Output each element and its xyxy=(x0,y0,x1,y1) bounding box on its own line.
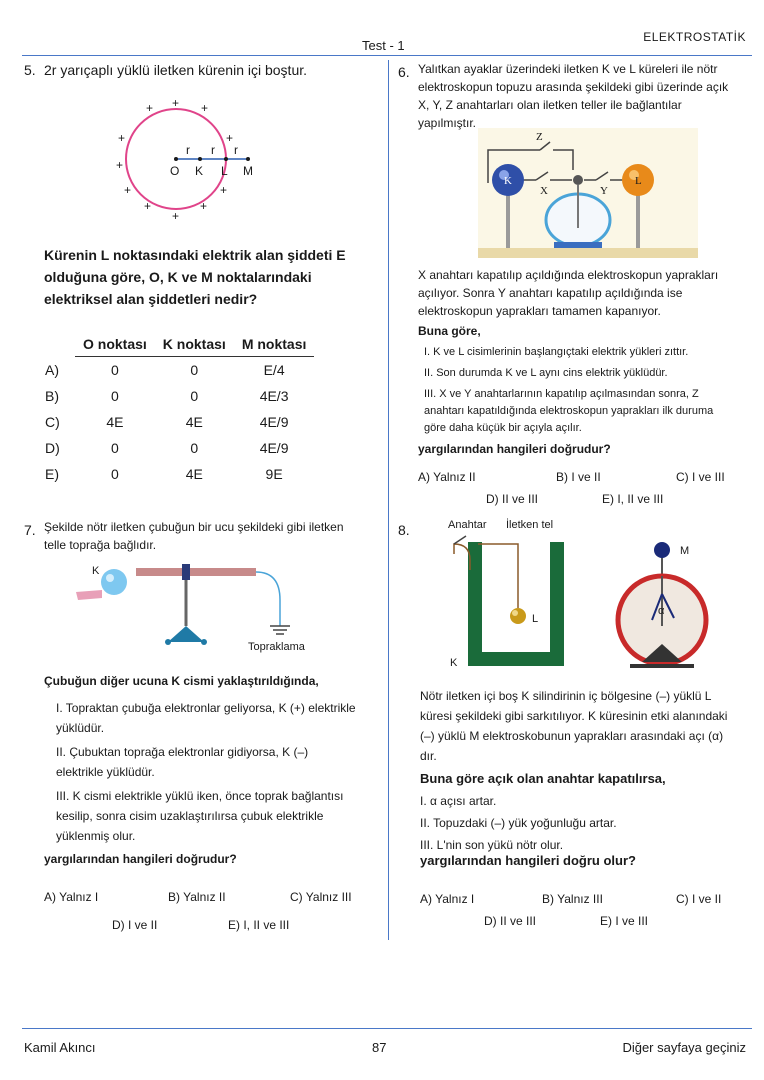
q8-option-c[interactable]: C) I ve II xyxy=(676,892,722,906)
q5-option-a[interactable]: A) 0 0 E/4 xyxy=(45,361,285,378)
q6-ask: yargılarından hangileri doğrudur? xyxy=(418,442,611,456)
point-O: O xyxy=(170,164,180,178)
q8-option-e[interactable]: E) I ve III xyxy=(600,914,649,928)
top-rule xyxy=(22,55,752,56)
point-M: M xyxy=(243,164,253,178)
column-divider xyxy=(388,60,389,940)
q8-item-1: I. α açısı artar. xyxy=(420,794,497,808)
sphere-L-label: L xyxy=(532,613,539,625)
q8-option-a[interactable]: A) Yalnız I xyxy=(420,892,475,906)
q7-number: 7. xyxy=(24,522,36,538)
r-label-2: r xyxy=(211,143,215,157)
wire-label: İletken tel xyxy=(506,519,554,531)
q6-number: 6. xyxy=(398,64,410,80)
q5-answer-table xyxy=(45,332,314,487)
svg-text:+: + xyxy=(226,131,234,145)
q7-option-e[interactable]: E) I, II ve III xyxy=(228,918,290,932)
q7-item-2: II. Çubuktan toprağa elektronlar gidiyorsa, K (–) elektrikle yüklüdür. xyxy=(56,745,309,779)
q8-lead: Buna göre açık olan anahtar kapatılırsa, xyxy=(420,771,666,786)
q5-option-c[interactable]: C) 4E 4E 4E/9 xyxy=(45,413,289,430)
col-m: M noktası xyxy=(234,332,315,357)
q8-ask: yargılarından hangileri doğru olur? xyxy=(420,853,636,868)
col-o: O noktası xyxy=(75,332,155,357)
svg-text:+: + xyxy=(220,183,228,197)
q6-stem: Yalıtkan ayaklar üzerindeki iletken K ve L küreleri ile nötr elektroskopun topuzu arasında şekildeki gibi üzerinde açık X, Y, Z anahtarları olan iletken teller ile bağlantılar yapılmıştır. xyxy=(418,62,729,130)
q6-body: X anahtarı kapatılıp açıldığında elektroskopun yaprakları açılıyor. Sonra Y anahtarı kapatılıp açıldığında ise elektroskopun yaprakları tamamen kapanıyor. xyxy=(418,268,719,318)
q5-option-d[interactable]: D) 0 0 4E/9 xyxy=(45,439,289,456)
svg-text:+: + xyxy=(200,199,208,213)
r-label-1: r xyxy=(186,143,190,157)
point-K: K xyxy=(195,164,204,178)
ground-label: Topraklama xyxy=(248,641,305,653)
q7-stem: Şekilde nötr iletken çubuğun bir ucu şekildeki gibi iletken telle toprağa bağlıdır. xyxy=(44,520,344,552)
next-page-note: Diğer sayfaya geçiniz xyxy=(622,1040,746,1055)
q7-item-1: I. Topraktan çubuğa elektronlar geliyorsa, K (+) elektrikle yüklüdür. xyxy=(56,701,356,735)
q7-lead: Çubuğun diğer ucuna K cismi yaklaştırıldığında, xyxy=(44,674,319,688)
q5-sphere-figure xyxy=(108,96,268,226)
q7-item-3: III. K cismi elektrikle yüklü iken, önce toprak bağlantısı kesilip, sonra cisim uzaklaştırılırsa çubuk elektrikle yüklenmiş olur. xyxy=(56,789,344,843)
q6-item-2: II. Son durumda K ve L aynı cins elektrik yüklüdür. xyxy=(424,367,668,379)
q6-option-b[interactable]: B) I ve II xyxy=(556,470,601,484)
subject-label: ELEKTROSTATİK xyxy=(643,30,746,44)
q8-option-d[interactable]: D) II ve III xyxy=(484,914,537,928)
sphere-L-label: L xyxy=(635,175,642,187)
svg-text:+: + xyxy=(124,183,132,197)
switch-Y-label: Y xyxy=(600,185,608,197)
q8-option-b[interactable]: B) Yalnız III xyxy=(542,892,603,906)
q5-question: Kürenin L noktasındaki elektrik alan şiddeti E olduğuna göre, O, K ve M noktalarındaki elektriksel alan şiddetleri nedir? xyxy=(44,247,346,307)
q7-ask: yargılarından hangileri doğrudur? xyxy=(44,852,237,866)
q8-cylinder-figure xyxy=(430,514,730,674)
svg-text:+: + xyxy=(172,96,180,110)
object-K-label: K xyxy=(92,565,100,577)
q7-rod-figure xyxy=(68,560,348,660)
q8-item-2: II. Topuzdaki (–) yük yoğunluğu artar. xyxy=(420,816,617,830)
point-L: L xyxy=(221,164,228,178)
q5-number: 5. xyxy=(24,62,36,78)
col-k: K noktası xyxy=(155,332,234,357)
q8-number: 8. xyxy=(398,522,410,538)
switch-Z-label: Z xyxy=(536,131,543,143)
svg-text:+: + xyxy=(201,101,209,115)
test-label: Test - 1 xyxy=(362,38,405,53)
svg-text:+: + xyxy=(116,158,124,172)
q6-item-3: III. X ve Y anahtarlarının kapatılıp açılmasından sonra, Z anahtarı kapatıldığında elektroskopun yaprakları ilk duruma göre daha küçük bir açıyla açılır. xyxy=(424,388,714,434)
q5-option-e[interactable]: E) 0 4E 9E xyxy=(45,465,283,482)
q6-option-e[interactable]: E) I, II ve III xyxy=(602,492,664,506)
electroscope-M-label: M xyxy=(680,545,690,557)
q7-option-a[interactable]: A) Yalnız I xyxy=(44,890,99,904)
svg-text:+: + xyxy=(146,101,154,115)
page-number: 87 xyxy=(372,1040,387,1055)
cylinder-K-label: K xyxy=(450,657,458,669)
svg-text:+: + xyxy=(118,131,126,145)
q6-lead: Buna göre, xyxy=(418,324,481,338)
q6-option-d[interactable]: D) II ve III xyxy=(486,492,539,506)
switch-X-label: X xyxy=(540,185,548,197)
q7-option-d[interactable]: D) I ve II xyxy=(112,918,158,932)
q5-option-b[interactable]: B) 0 0 4E/3 xyxy=(45,387,289,404)
svg-text:+: + xyxy=(144,199,152,213)
q5-stem: 2r yarıçaplı yüklü iletken kürenin içi boştur. xyxy=(44,62,308,78)
q8-item-3: III. L'nin son yükü nötr olur. xyxy=(420,838,564,852)
switch-label: Anahtar xyxy=(448,519,487,531)
bottom-rule xyxy=(22,1028,752,1029)
q7-option-b[interactable]: B) Yalnız II xyxy=(168,890,226,904)
q6-item-1: I. K ve L cisimlerinin başlangıçtaki elektrik yükleri zıttır. xyxy=(424,346,689,358)
q6-option-a[interactable]: A) Yalnız II xyxy=(418,470,476,484)
svg-text:+: + xyxy=(172,209,180,223)
alpha-label: α xyxy=(658,605,665,617)
sphere-K-label: K xyxy=(504,175,512,187)
q7-option-c[interactable]: C) Yalnız III xyxy=(290,890,352,904)
q8-body: Nötr iletken içi boş K silindirinin iç bölgesine (–) yüklü L küresi şekildeki gibi sarkıtılıyor. K küresinin etki alanındaki (–) yüklü M elektroskobunun yaprakları arasındaki açı (α) dır. xyxy=(420,689,728,763)
q6-option-c[interactable]: C) I ve III xyxy=(676,470,725,484)
author-name: Kamil Akıncı xyxy=(24,1040,96,1055)
q6-electroscope-figure xyxy=(478,128,698,258)
r-label-3: r xyxy=(234,143,238,157)
